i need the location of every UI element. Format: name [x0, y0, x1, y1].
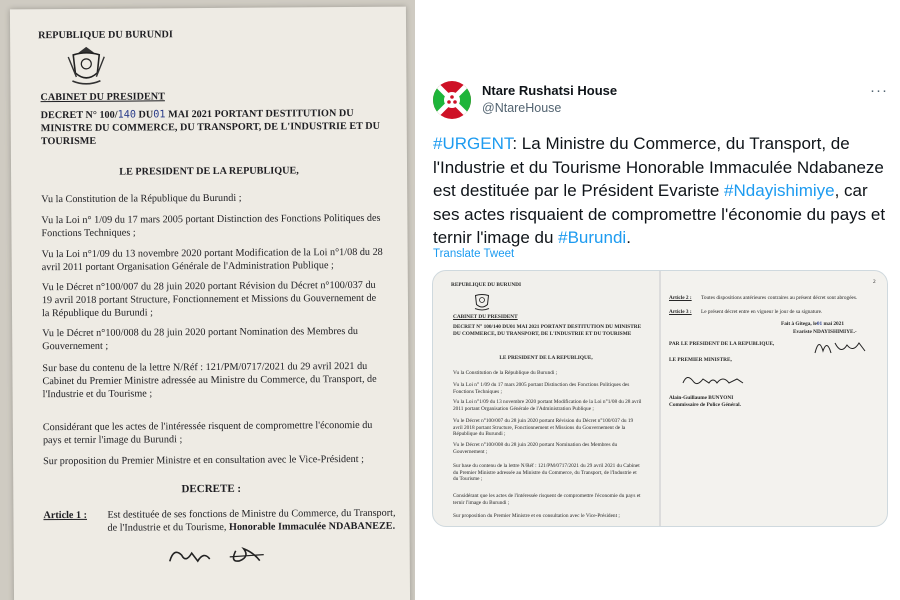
page-number: 2 [873, 279, 876, 285]
media-vu4: Vu le Décret n°100/007 du 28 juin 2020 portant Révision du Décret n°100/037 du 19 avril 2018 portant Structure, Fonctionnement et Missions du Gouvernement de la République du Burundi ; [453, 418, 634, 438]
vu-constitution: Vu la Constitution de la République du Burundi ; [41, 192, 242, 206]
considerant: Considérant que les actes de l'intéressée risquent de compromettre l'économie du pays et ternir l'image du Burundi ; [42, 419, 373, 447]
president-heading: LE PRESIDENT DE LA REPUBLIQUE, [119, 165, 299, 178]
burundi-flag-icon [433, 81, 471, 119]
pm-name: Alain-Guillaume BUNYONI [669, 395, 734, 401]
media-vu3: Vu la Loi n°1/09 du 13 novembre 2020 portant Modification de la Loi n°1/08 du 28 avril 2011 portant Organisation Générale de l'Administration Publique ; [453, 399, 642, 412]
coat-of-arms-icon [471, 289, 493, 313]
republic-header: REPUBLIQUE DU BURUNDI [38, 29, 173, 42]
avatar[interactable] [433, 81, 471, 119]
media-republic: REPUBLIQUE DU BURUNDI [451, 282, 522, 288]
vu-loi-2005: Vu la Loi n° 1/09 du 17 mars 2005 portant Distinction des Fonctions Politiques des Fonctions Techniques ; [41, 212, 381, 240]
vu-decret-007: Vu le Décret n°100/007 du 28 juin 2020 portant Révision du Décret n°100/037 du 19 avril 2018 portant Structure, Fonctionnement et Missions du Gouvernement de la République du Burundi ; [41, 279, 377, 320]
hashtag-burundi[interactable]: #Burundi [558, 228, 627, 247]
translate-tweet-link[interactable]: Translate Tweet [433, 248, 515, 260]
author-name[interactable]: Ntare Rushatsi House [482, 83, 618, 98]
media-cabinet: CABINET DU PRESIDENT [453, 314, 518, 320]
decree-title: DECRET N° 100/140 DU01 MAI 2021 PORTANT DESTITUTION DU MINISTRE DU COMMERCE, DU TRANSPORT, DE L'INDUSTRIE ET DU TOURISME [40, 107, 381, 148]
vu-decret-008: Vu le Décret n°100/008 du 28 juin 2020 portant Nomination des Membres du Gouvernement ; [42, 325, 359, 353]
media-vu2: Vu la Loi n° 1/09 du 17 mars 2005 portant Distinction des Fonctions Politiques des Fonctions Techniques ; [453, 382, 630, 395]
decree-page [10, 7, 410, 600]
media-president-heading: LE PRESIDENT DE LA REPUBLIQUE, [499, 355, 593, 361]
fait-a: Fait à Gitega, le01 mai 2021 [781, 321, 844, 327]
media-proposition: Sur proposition du Premier Ministre et en consultation avec le Vice-Président ; [453, 513, 620, 519]
president-signatory: Evariste NDAYISHIMIYE.- [793, 329, 857, 335]
cabinet-header: CABINET DU PRESIDENT [40, 91, 165, 104]
par-le-president: PAR LE PRESIDENT DE LA REPUBLIQUE, [669, 341, 775, 347]
coat-of-arms-icon [64, 43, 108, 89]
signature-image [164, 543, 274, 570]
pm-signature-image [679, 371, 749, 389]
sur-base: Sur base du contenu de la lettre N/Réf : 121/PM/0717/2021 du 29 avril 2021 du Cabinet du Premier Ministre adressée au Ministre du Commerce, du Transport, de l'Industrie et du Tourisme ; [42, 360, 377, 401]
article3-text: Le présent décret entre en vigueur le jour de sa signature. [701, 309, 823, 315]
media-page-2 [661, 271, 887, 526]
media-title: DECRET N° 100/140 DU01 MAI 2021 PORTANT DESTITUTION DU MINISTRE DU COMMERCE, DU TRANSPORT, DE L'INDUSTRIE ET DU TOURISME [453, 324, 642, 337]
more-icon[interactable]: ··· [870, 82, 888, 99]
article1-label: Article 1 : [43, 509, 88, 522]
tweet-media[interactable] [432, 270, 888, 527]
article3-label: Article 3 : [669, 309, 692, 315]
premier-ministre: LE PREMIER MINISTRE, [669, 357, 732, 363]
media-page-1 [433, 271, 659, 526]
media-sur-base: Sur base du contenu de la lettre N/Réf : 121/PM/0717/2021 du 29 avril 2021 du Cabinet du Premier Ministre adressée au Ministre du Commerce, du Transport, de l'Industrie et du Tourisme ; [453, 463, 640, 483]
author-handle[interactable]: @NtareHouse [482, 101, 562, 115]
vu-loi-2020: Vu la Loi n°1/09 du 13 novembre 2020 portant Modification de la Loi n°1/08 du 28 avril 2011 portant Organisation Générale de l'Administration Publique ; [41, 246, 383, 274]
hashtag-ndayishimiye[interactable]: #Ndayishimiye [724, 181, 835, 200]
article2-text: Toutes dispositions antérieures contraires au présent décret sont abrogées. [701, 295, 858, 301]
tweet-text: #URGENT: La Ministre du Commerce, du Transport, de l'Industrie et du Tourisme Honorable Immaculée Ndabaneze est destituée par le Président Evariste #Ndayishimiye, car ses actes risquaient de compromettre l'économie du pays et ternir l'image du #Burundi. [433, 134, 886, 247]
pm-title: Commissaire de Police Général. [669, 402, 741, 408]
media-considerant: Considérant que les actes de l'intéressée risquent de compromettre l'économie du pays et ternir l'image du Burundi ; [453, 493, 641, 506]
proposition: Sur proposition du Premier Ministre et en consultation avec le Vice-Président ; [43, 453, 364, 468]
president-signature-image [811, 335, 871, 359]
hashtag-urgent[interactable]: #URGENT [433, 134, 513, 153]
article2-label: Article 2 : [669, 295, 692, 301]
decree-photo [0, 0, 415, 600]
media-vu1: Vu la Constitution de la République du Burundi ; [453, 370, 558, 376]
media-vu5: Vu le Décret n°100/008 du 28 juin 2020 portant Nomination des Membres du Gouvernement ; [453, 442, 618, 455]
article1-text: Est destituée de ses fonctions de Ministre du Commerce, du Transport, de l'Industrie et du Tourisme, Honorable Immaculée NDABANEZE. [107, 507, 396, 534]
tweet-card [415, 0, 900, 600]
decrete-heading: DECRETE : [181, 482, 242, 496]
